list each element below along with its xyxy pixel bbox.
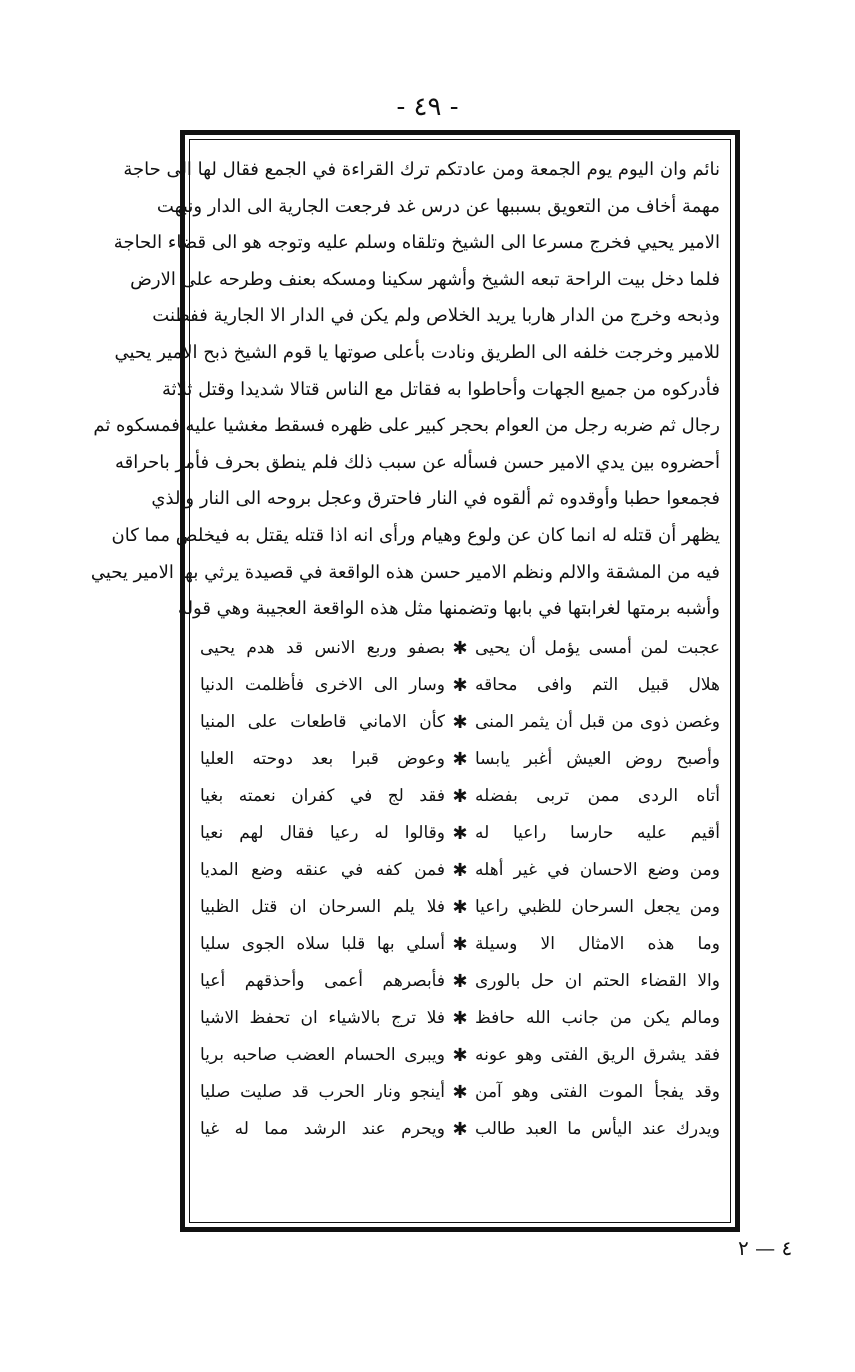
prose-line: فجمعوا حطبا وأوقدوه ثم ألقوه في النار فاحترق وعجل بروحه الى النار والذي (151, 488, 720, 510)
verse-second-hemistich: فأبصرهم أعمى وأحذقهم أعيا (200, 971, 445, 992)
verse-separator-icon: ✱ (452, 822, 468, 844)
page-frame-inner (90, 139, 731, 1223)
verse-first-hemistich: أقيم عليه حارسا راعيا له (475, 823, 720, 844)
verse-line (200, 1000, 720, 1037)
verse-first-hemistich: والا القضاء الحتم ان حل بالورى (475, 971, 720, 992)
signature-mark: ٤ — ٢ (738, 1236, 793, 1260)
verse-second-hemistich: بصفو وربع الانس قد هدم يحيى (200, 638, 445, 659)
verse-line (200, 852, 720, 889)
verse-line (200, 815, 720, 852)
verse-separator-icon: ✱ (452, 711, 468, 733)
text-block (90, 152, 720, 1148)
poem (200, 630, 720, 1148)
verse-second-hemistich: فقد لج في كفران نعمته بغيا (200, 786, 445, 807)
verse-first-hemistich: ومن وضع الاحسان في غير أهله (475, 860, 720, 881)
verse-first-hemistich: هلال قبيل التم وافى محاقه (475, 675, 720, 696)
verse-first-hemistich: وغصن ذوى من قبل أن يثمر المنى (475, 712, 720, 733)
verse-line (200, 778, 720, 815)
verse-separator-icon: ✱ (452, 1044, 468, 1066)
verse-line (200, 1074, 720, 1111)
prose-line: يظهر أن قتله له انما كان عن ولوع وهيام ورأى انه اذا قتله يقتل به فيخلص مما كان (111, 524, 720, 546)
verse-separator-icon: ✱ (452, 748, 468, 770)
verse-first-hemistich: عجبت لمن أمسى يؤمل أن يحيى (475, 638, 720, 659)
verse-line (200, 704, 720, 741)
prose-line: رجال ثم ضربه رجل من العوام بحجر كبير على ظهره فسقط مغشيا عليه فمسكوه ثم (93, 415, 720, 437)
verse-separator-icon: ✱ (452, 637, 468, 659)
prose-line: وأشبه برمتها لغرابتها في بابها وتضمنها مثل هذه الواقعة العجيبة وهي قوله (177, 598, 720, 620)
verse-line (200, 667, 720, 704)
prose-block (90, 152, 720, 628)
verse-second-hemistich: فمن كفه في عنقه وضع المديا (200, 860, 445, 881)
verse-first-hemistich: ومالم يكن من جانب الله حافظ (475, 1008, 720, 1029)
verse-separator-icon: ✱ (452, 859, 468, 881)
verse-second-hemistich: فلا ترج بالاشياء ان تحفظ الاشيا (200, 1008, 445, 1029)
verse-separator-icon: ✱ (452, 785, 468, 807)
prose-line: فلما دخل بيت الراحة تبعه الشيخ وأشهر سكينا ومسكه بعنف وطرحه على الارض (130, 268, 720, 290)
prose-line: الامير يحيي فخرج مسرعا الى الشيخ وتلقاه وسلم عليه وتوجه هو الى قضاء الحاجة (113, 232, 720, 254)
page-frame (90, 130, 740, 1232)
verse-line (200, 926, 720, 963)
verse-separator-icon: ✱ (452, 674, 468, 696)
verse-first-hemistich: وقد يفجأ الموت الفتى وهو آمن (475, 1082, 720, 1103)
verse-separator-icon: ✱ (452, 970, 468, 992)
verse-first-hemistich: وأصبح روض العيش أغبر يابسا (475, 749, 720, 770)
verse-line (200, 630, 720, 667)
verse-line (200, 1037, 720, 1074)
verse-line (200, 741, 720, 778)
prose-line: للامير وخرجت خلفه الى الطريق ونادت بأعلى صوتها يا قوم الشيخ ذبح الامير يحيي (114, 341, 720, 363)
verse-first-hemistich: وما هذه الامثال الا وسيلة (475, 934, 720, 955)
verse-separator-icon: ✱ (452, 1081, 468, 1103)
page-number: - ٤٩ - (396, 92, 459, 122)
verse-line (200, 963, 720, 1000)
verse-separator-icon: ✱ (452, 1118, 468, 1140)
verse-first-hemistich: ويدرك عند اليأس ما العبد طالب (475, 1119, 720, 1140)
verse-separator-icon: ✱ (452, 1007, 468, 1029)
verse-first-hemistich: ومن يجعل السرحان للظبي راعيا (475, 897, 720, 918)
verse-second-hemistich: أينجو ونار الحرب قد صليت صليا (200, 1082, 445, 1103)
verse-second-hemistich: فلا يلم السرحان ان قتل الظبيا (200, 897, 445, 918)
prose-line: فيه من المشقة والالم ونظم الامير حسن هذه الواقعة في قصيدة يرثي بها الامير يحيي (90, 561, 720, 583)
prose-line: وذبحه وخرج من الدار هاربا يريد الخلاص ولم يكن في الدار الا الجارية ففطنت (152, 305, 720, 327)
prose-line: نائم وان اليوم يوم الجمعة ومن عادتكم ترك القراءة في الجمع فقال لها الى حاجة (123, 159, 720, 180)
prose-line: مهمة أخاف من التعويق بسببها عن درس غد فرجعت الجارية الى الدار ونبهت (156, 195, 720, 217)
verse-second-hemistich: ويبرى الحسام العضب صاحبه بريا (200, 1045, 445, 1066)
verse-first-hemistich: أتاه الردى ممن تربى بفضله (475, 786, 720, 807)
verse-second-hemistich: وسار الى الاخرى فأظلمت الدنيا (200, 675, 445, 696)
verse-line (200, 1111, 720, 1148)
prose-line: فأدركوه من جميع الجهات وأحاطوا به فقاتل مع الناس قتالا شديدا وقتل ثلاثة (161, 378, 720, 400)
verse-second-hemistich: وعوض قبرا بعد دوحته العليا (200, 749, 445, 770)
verse-separator-icon: ✱ (452, 896, 468, 918)
verse-second-hemistich: ويحرم عند الرشد مما له غيا (200, 1119, 445, 1140)
verse-first-hemistich: فقد يشرق الريق الفتى وهو عونه (475, 1045, 720, 1066)
verse-line (200, 889, 720, 926)
verse-second-hemistich: أسلي بها قلبا سلاه الجوى سليا (200, 934, 445, 955)
verse-separator-icon: ✱ (452, 933, 468, 955)
verse-second-hemistich: كأن الاماني قاطعات على المنيا (200, 712, 445, 733)
verse-second-hemistich: وقالوا له رعيا فقال لهم نعيا (200, 823, 445, 844)
prose-line: أحضروه بين يدي الامير حسن فسأله عن سبب ذلك فلم ينطق بحرف فأمر باحراقه (114, 451, 720, 473)
